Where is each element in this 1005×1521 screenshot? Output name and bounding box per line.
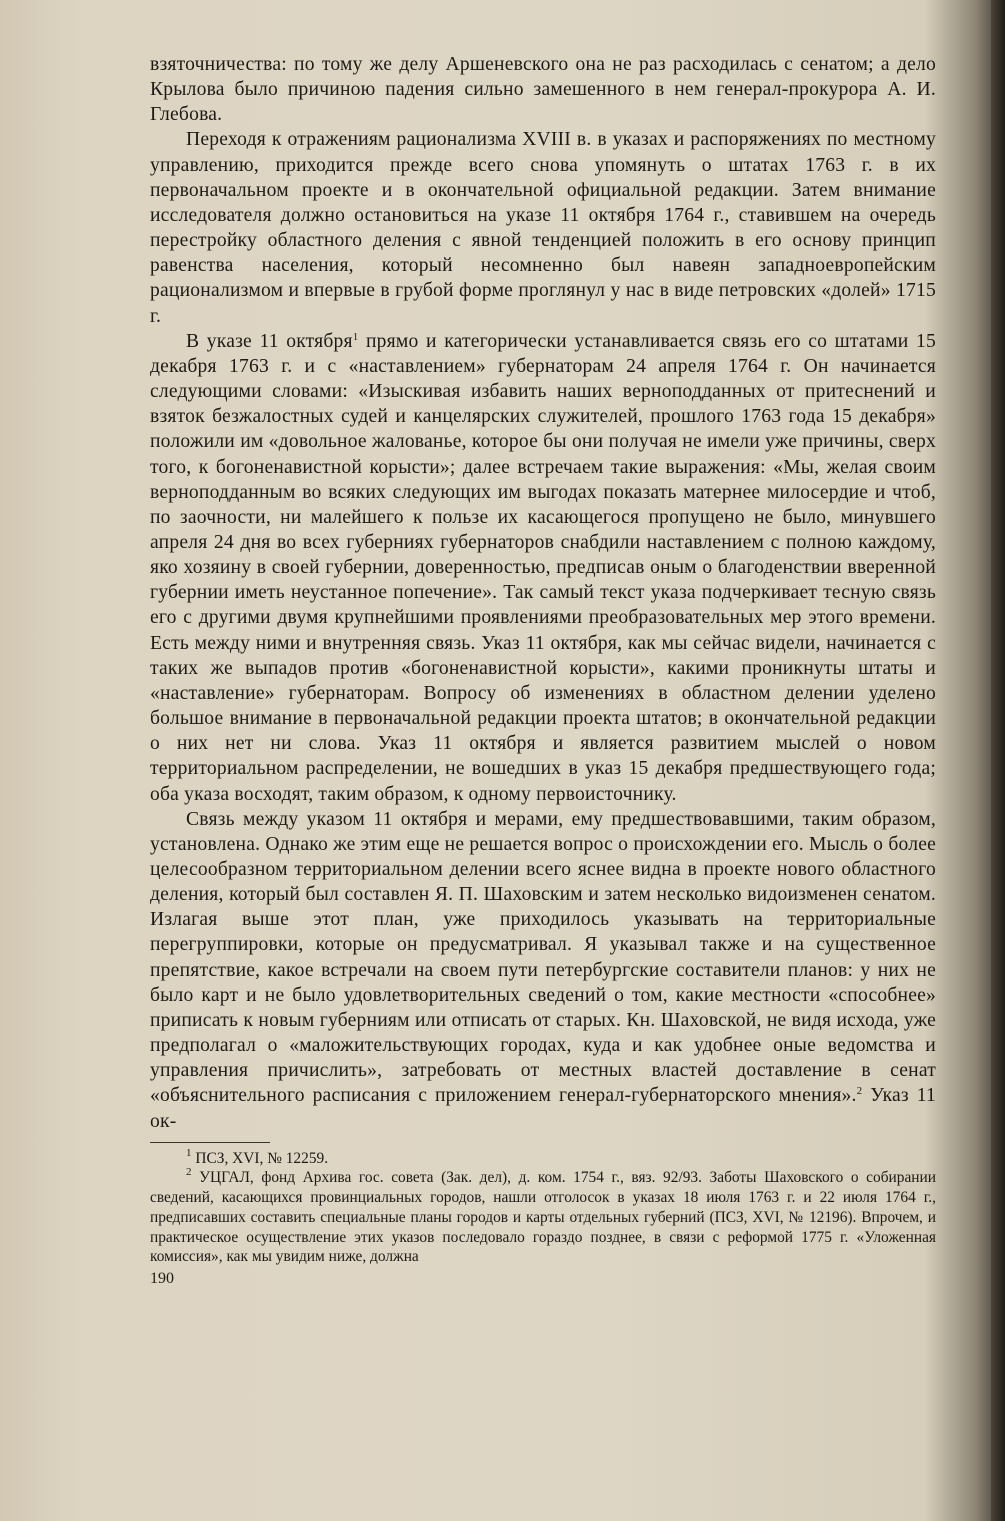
paragraph-text: взяточничества: по тому же делу Аршеневского она не раз расходилась с сенатом; а дело Крылова было причиною падения сильно замешенного в нем генерал-прокурора А. И. Глебова.	[150, 54, 936, 126]
paragraph-text: Переходя к отражениям рационализма XVIII в. в указах и распоряжениях по местному управлению, приходится прежде всего снова упомянуть о штатах 1763 г. в их первоначальном проекте и в окончательной официальной редакции. Затем внимание исследователя должно остановиться на указе 11 октября 1764 г., ставившем на очередь перестройку областного деления с явной тенденцией положить в его основу принцип равенства населения, который несомненно был навеян западноевропейским рационализмом и впервые в грубой форме проглянул у нас в виде петровских «долей» 1715 г.	[150, 129, 936, 327]
footnote-number: 1	[186, 1146, 192, 1159]
footnote-marker: 1	[352, 330, 359, 343]
footnote-rule	[150, 1142, 270, 1143]
paragraph-text: Связь между указом 11 октября и мерами, ему предшествовавшими, таким образом, установлена. Однако же этим еще не решается вопрос о происхождении его. Мысль о более целесообразном территориальном делении всего яснее видна в проекте нового областного деления, который был составлен Я. П. Шаховским и затем несколько видоизменен сенатом. Излагая выше этот план, уже приходилось указывать на территориальные перегруппировки, которые он предусматривал. Я указывал также и на существенное препятствие, какое встречали на своем пути петербургские составители планов: у них не было карт и не было удовлетворительных сведений о том, какие местности «способнее» приписать к новым губерниям или отписать от старых. Кн. Шаховской, не видя исхода, уже предполагал о «маложительствующих городах, куда и как удобнее оные ведомства и управления причислить», затребовать от местных властей доставление в сенат «объяснительного расписания с приложением генерал-губернаторского мнения».	[150, 808, 936, 1107]
footnote	[150, 1146, 936, 1169]
paragraph-text: прямо и категорически устанавливается связь его со штатами 15 декабря 1763 г. и с «наставлением» губернаторам 24 апреля 1764 г. Он начинается следующими словами: «Изыскивая избавить наших верноподданных от притеснений и взяток безжалостных судей и канцелярских служителей, прошлого 1763 года 15 декабря» положили им «довольное жалованье, которое бы они получая не имели уже причины, сверх того, к богоненавистной корысти»; далее встречаем такие выражения: «Мы, желая своим верноподданным во всяких следующих им выгодах показать матернее милосердие и чтоб, по заочности, ни малейшего к пользе их касающегося пропущено не было, минувшего апреля 24 дня во всех губерниях губернаторов снабдили наставлением с полною каждому, яко хозяину в своей губернии, доверенностью, предписав оным о благоденствии вверенной губернии иметь неустанное попечение». Так самый текст указа подчеркивает тесную связь его с другими двумя крупнейшими проявлениями преобразовательных мер этого времени. Есть между ними и внутренняя связь. Указ 11 октября, как мы сейчас видели, начинается с таких же выпадов против «богоненавистной корысти», какими проникнуты штаты и «наставление» губернаторам. Вопросу об изменениях в областном делении уделено большое внимание в первоначальной редакции проекта штатов; в окончательной редакции о них нет ни слова. Указ 11 октября и является развитием мыслей о новом территориальном распределении, не вошедших в указ 15 декабря предшествующего года; оба указа восходят, таким образом, к одному первоисточнику.	[150, 330, 936, 805]
footnote-marker: 2	[856, 1085, 863, 1098]
book-spine-shadow	[991, 0, 1005, 1521]
footnotes	[150, 1146, 936, 1267]
footnote-number: 2	[186, 1166, 192, 1179]
footnote-text: УЦГАЛ, фонд Архива гос. совета (Зак. дел), д. ком. 1754 г., вяз. 92/93. Заботы Шаховского о собирании сведений, касающихся провинциальных городов, нашли отголосок в указах 18 июля 1763 г. и 22 июля 1764 г., предписавших составить специальные планы городов и карты отдельных губерний (ПСЗ, XVI, № 12196). Впрочем, и практическое осуществление этих указов последовало гораздо позднее, в связи с реформой 1775 г. «Уложенная комиссия», как мы увидим ниже, должна	[150, 1169, 936, 1266]
paragraph	[150, 127, 936, 328]
body-text	[150, 52, 936, 1134]
page-number: 190	[150, 1269, 174, 1287]
paragraph-text: В указе 11 октября	[186, 330, 353, 352]
text-block	[150, 52, 936, 1289]
paragraph	[150, 52, 936, 127]
paragraph	[150, 807, 936, 1134]
paragraph	[150, 329, 936, 807]
footnote	[150, 1168, 936, 1267]
footnote-text: ПСЗ, XVI, № 12259.	[195, 1149, 329, 1167]
paragraph-text: Указ 11 ок-	[150, 1085, 936, 1132]
